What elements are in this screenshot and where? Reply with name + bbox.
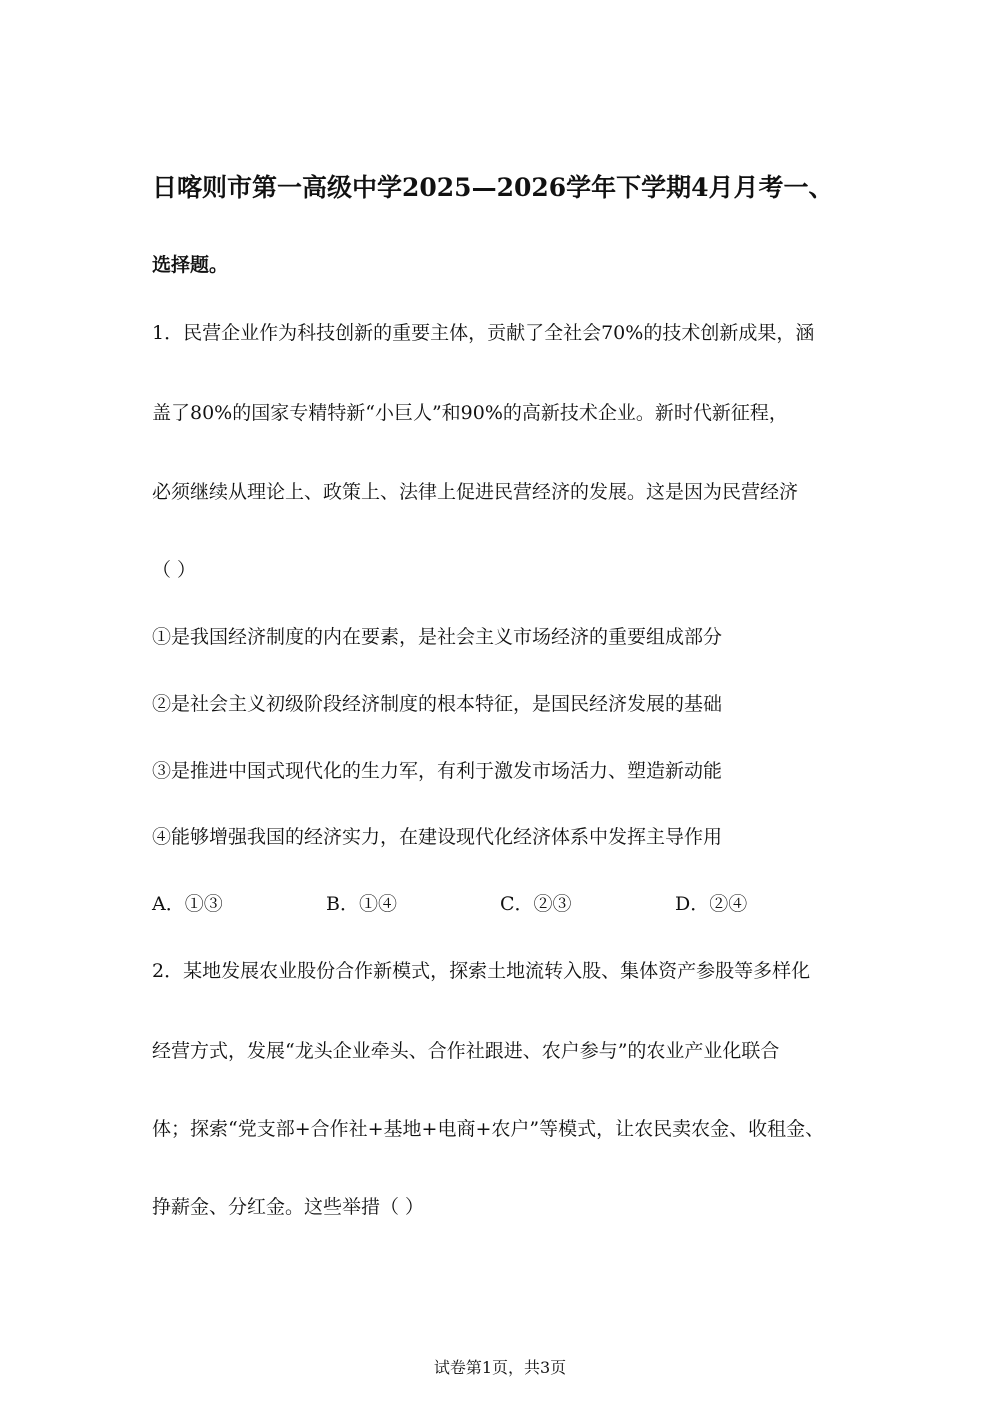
question-1-statement-1: ①是我国经济制度的内在要素，是社会主义市场经济的重要组成部分 (152, 626, 723, 648)
exam-title: 日喀则市第一高级中学2025—2026学年下学期4月月考一、 (152, 173, 834, 202)
question-1-statement-4: ④能够增强我国的经济实力，在建设现代化经济体系中发挥主导作用 (152, 826, 723, 848)
section-heading: 选择题。 (152, 254, 229, 276)
question-2-line-4: 挣薪金、分红金。这些举措（ ） (152, 1196, 425, 1218)
question-1-line-3: 必须继续从理论上、政策上、法律上促进民营经济的发展。这是因为民营经济 (152, 481, 799, 503)
question-1-option-d: D．②④ (675, 893, 748, 915)
question-1-line-2: 盖了80%的国家专精特新“小巨人”和90%的高新技术企业。新时代新征程， (152, 402, 788, 424)
question-2-line-2: 经营方式，发展“龙头企业牵头、合作社跟进、农户参与”的农业产业化联合 (152, 1040, 780, 1062)
question-2-line-1: 2．某地发展农业股份合作新模式，探索土地流转入股、集体资产参股等多样化 (152, 960, 811, 982)
question-1-line-1: 1．民营企业作为科技创新的重要主体，贡献了全社会70%的技术创新成果，涵 (152, 322, 815, 344)
question-1-option-b: B．①④ (326, 893, 397, 915)
question-1-option-c: C．②③ (500, 893, 572, 915)
question-1-statement-3: ③是推进中国式现代化的生力军，有利于激发市场活力、塑造新动能 (152, 760, 723, 782)
question-1-option-a: A．①③ (152, 893, 223, 915)
question-2-line-3: 体；探索“党支部+合作社+基地+电商+农户”等模式，让农民卖农金、收租金、 (152, 1118, 825, 1140)
question-1-statement-2: ②是社会主义初级阶段经济制度的根本特征，是国民经济发展的基础 (152, 693, 723, 715)
page-footer: 试卷第1页，共3页 (433, 1358, 567, 1377)
question-1-line-4: （ ） (152, 559, 197, 581)
